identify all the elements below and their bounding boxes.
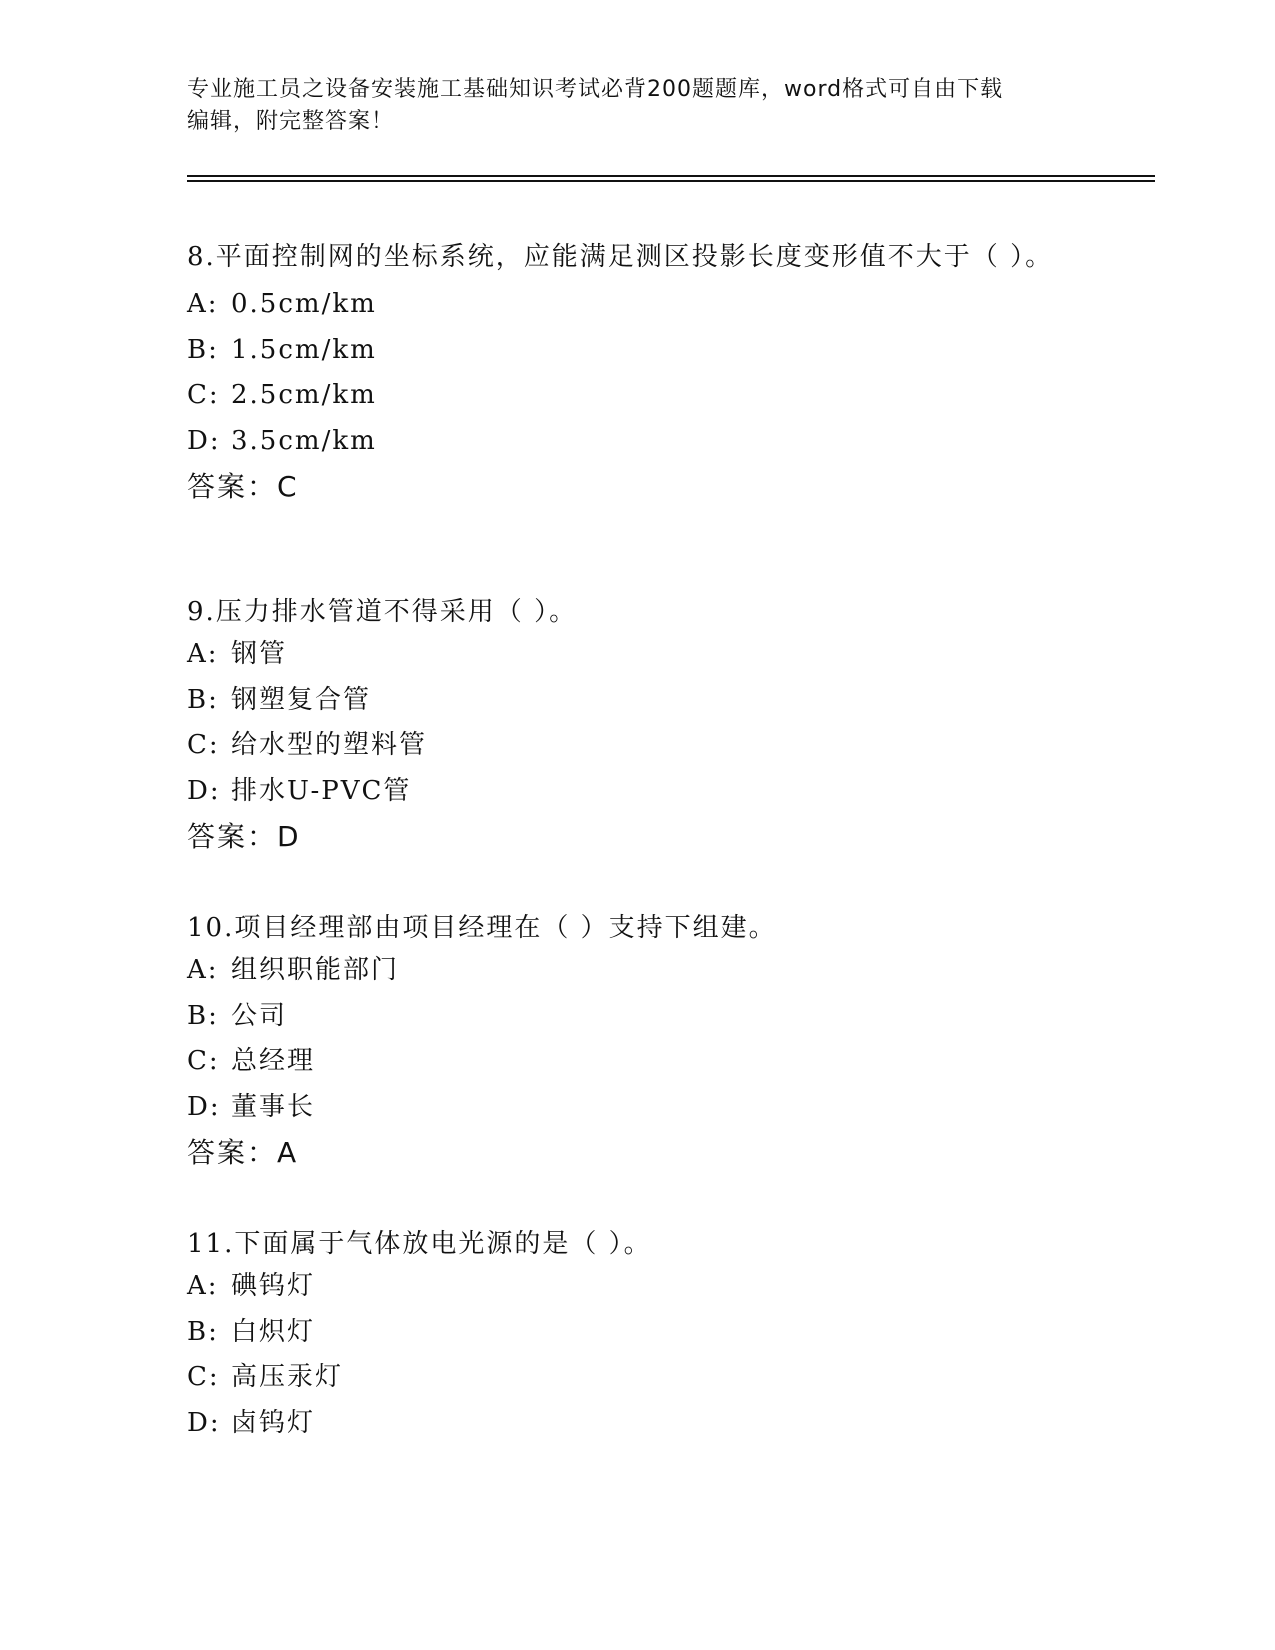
option-letter: A: xyxy=(187,955,219,985)
option-text: 0.5cm/km xyxy=(231,289,377,319)
option-letter: D: xyxy=(187,775,221,806)
option-letter: B: xyxy=(187,684,219,715)
option-text: 给水型的塑料管 xyxy=(231,730,428,760)
option-letter: D: xyxy=(187,1091,221,1122)
option-text: 2.5cm/km xyxy=(231,380,377,410)
option-letter: B: xyxy=(187,334,219,365)
option-text: 3.5cm/km xyxy=(231,425,377,456)
question-9 xyxy=(187,592,1087,860)
option-text: 碘钨灯 xyxy=(231,1271,316,1301)
option-letter: C: xyxy=(187,380,220,410)
header-line-1: 专业施工员之设备安装施工基础知识考试必背200题题库，word格式可自由下载 xyxy=(187,77,1004,102)
question-11 xyxy=(187,1224,1087,1446)
option-text: 公司 xyxy=(231,1000,288,1031)
option-letter: D: xyxy=(187,1407,221,1438)
header-divider-bottom xyxy=(187,180,1155,182)
option-d xyxy=(187,1401,1087,1447)
option-letter: B: xyxy=(187,1316,219,1347)
option-text: 1.5cm/km xyxy=(231,334,377,365)
option-letter: A: xyxy=(187,289,219,319)
option-a xyxy=(187,632,1087,678)
option-text: 卤钨灯 xyxy=(231,1407,316,1438)
question-text: 9.压力排水管道不得采用（ ）。 xyxy=(187,597,578,627)
option-letter: C: xyxy=(187,730,220,760)
question-text: 10.项目经理部由项目经理在（ ）支持下组建。 xyxy=(187,913,777,943)
option-letter: C: xyxy=(187,1046,220,1076)
question-text: 11.下面属于气体放电光源的是（ ）。 xyxy=(187,1229,652,1259)
question-10 xyxy=(187,908,1087,1176)
option-a xyxy=(187,282,1087,328)
option-d xyxy=(187,769,1087,815)
answer-label: 答案：A xyxy=(187,1136,299,1169)
option-text: 排水U-PVC管 xyxy=(231,775,412,806)
option-letter: D: xyxy=(187,425,221,456)
question-8 xyxy=(187,232,1087,510)
option-text: 高压汞灯 xyxy=(231,1362,344,1392)
option-text: 钢管 xyxy=(231,639,288,669)
option-text: 白炽灯 xyxy=(231,1316,316,1347)
option-letter: A: xyxy=(187,1271,219,1301)
question-text: 8.平面控制网的坐标系统，应能满足测区投影长度变形值不大于（ ）。 xyxy=(187,242,1054,272)
option-c xyxy=(187,1355,1087,1401)
option-text: 总经理 xyxy=(231,1046,316,1076)
document-header xyxy=(187,74,1087,138)
option-b xyxy=(187,678,1087,724)
option-b xyxy=(187,994,1087,1040)
option-c xyxy=(187,373,1087,419)
option-d xyxy=(187,419,1087,465)
header-divider-top xyxy=(187,175,1155,177)
answer-label: 答案：C xyxy=(187,470,299,503)
answer-label: 答案：D xyxy=(187,820,301,853)
option-text: 钢塑复合管 xyxy=(231,684,372,715)
option-c xyxy=(187,1039,1087,1085)
header-line-2: 编辑，附完整答案！ xyxy=(187,109,395,134)
option-b xyxy=(187,328,1087,374)
option-c xyxy=(187,723,1087,769)
option-letter: C: xyxy=(187,1362,220,1392)
option-letter: B: xyxy=(187,1000,219,1031)
option-letter: A: xyxy=(187,639,219,669)
option-b xyxy=(187,1310,1087,1356)
option-text: 董事长 xyxy=(231,1091,316,1122)
option-a xyxy=(187,948,1087,994)
option-d xyxy=(187,1085,1087,1131)
option-a xyxy=(187,1264,1087,1310)
option-text: 组织职能部门 xyxy=(231,955,400,985)
